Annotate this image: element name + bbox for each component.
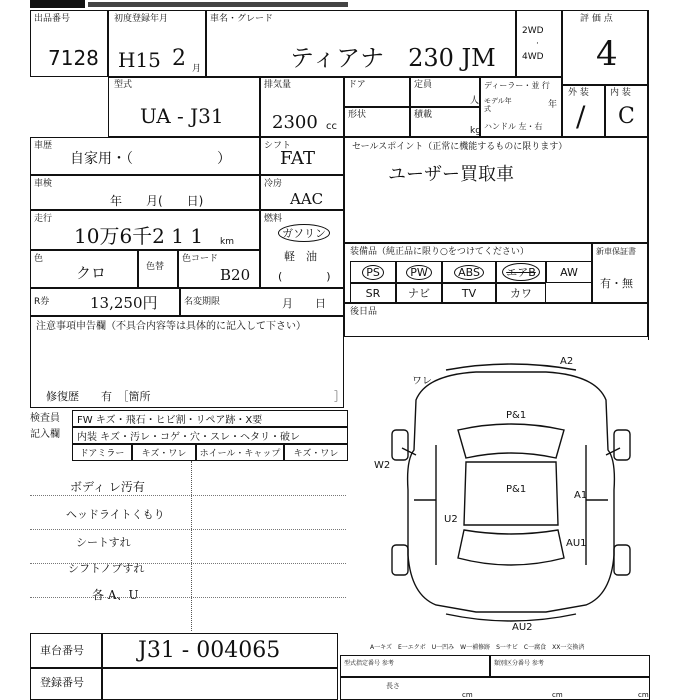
size-unit-1: cm [462,691,473,699]
interior-grade-label: 内 装 [610,88,631,98]
repair-history: 修復歴 有 ［箇所 [46,390,151,403]
displacement-label: 排気量 [264,80,292,90]
ac-value: AAC [290,190,324,208]
mark-p1-front: P&1 [506,410,527,421]
windshield [458,424,564,458]
after-items-label: 後日品 [350,307,378,317]
door-label: ドア [348,80,366,90]
grade-value: 4 [596,34,618,74]
equip-navi: ナビ [396,283,442,303]
interior-grade-value: C [618,104,635,129]
inspection-label: 車検 [34,179,53,189]
dealer-label: ディーラー・並 行 [484,81,550,90]
top-border-line [88,2,348,7]
usage-value: 自家用・（ ） [70,151,231,167]
mileage-unit: km [220,237,234,247]
lot-number-value: 7128 [48,46,99,70]
fuel-label: 燃料 [264,214,283,224]
first-registration-era: H15 [118,48,161,72]
reg-value-cell [102,668,338,700]
warranty-label: 新車保証書 [596,247,636,256]
ac-label: 冷房 [264,179,283,189]
name-change-value: 月 日 [282,297,326,310]
equip-aw: AW [546,261,592,283]
notes-label: 注意事項申告欄（不具合内容等は具体的に記入して下さい） [36,321,306,332]
color-value: クロ [76,264,107,282]
remark-5: 各 A、U [92,588,139,602]
handle-label: ハンドル 左・右 [484,122,543,131]
inspector-label-1: 検査員 [30,413,60,424]
wheel-front-left [392,430,408,460]
mark-w2: W2 [374,460,391,471]
remark-4: シフトノブすれ [68,562,145,575]
sales-point-value: ユーザー買取車 [388,164,514,185]
wheel-rear-left [392,545,408,575]
color-code-value: B20 [220,266,251,284]
mark-a2: A2 [560,356,574,367]
equipment-label: 装備品（純正品に限り○をつけてください） [350,247,529,257]
equip-abs: ABS [442,261,496,283]
displacement-unit: cc [326,121,337,132]
inspector-label-2: 記入欄 [30,429,60,440]
month-unit: 月 [192,64,202,74]
size-label: 長さ [386,682,400,690]
fuel-other: ( ) [278,270,331,283]
remark-1: ボディ レ汚有 [70,480,145,494]
chassis-label: 車台番号 [40,644,84,657]
name-change-label: 名変期限 [184,297,221,307]
lot-number-label: 出品番号 [34,14,71,24]
front-bumper [446,364,576,370]
equip-pw: PW [396,261,442,283]
displacement-value: 2300 [272,112,318,133]
equip-airbag: エアB [496,261,546,283]
fuel-diesel: 軽 油 [284,250,317,263]
size-unit-2: cm [552,691,563,699]
mark-ware: ワレ [412,376,432,387]
drive-separator: · [536,39,539,49]
rear-window [458,530,564,565]
mirror-row: ドアミラー [72,444,132,461]
color-change-label: 色替 [146,262,165,272]
mirror-detail: キズ・ワレ [132,444,196,461]
recycle-value: 13,250円 [90,294,158,312]
mileage-value: 10万6千2 1 1 [74,224,204,248]
drive-2wd: 2WD [522,26,544,36]
mileage-label: 走行 [34,214,53,224]
recycle-label: R券 [34,297,50,307]
drive-4wd: 4WD [522,52,544,62]
mark-au1: AU1 [566,538,587,549]
interior-row: 内装 キズ・汚レ・コゲ・穴・スレ・ヘタリ・破レ [72,427,348,444]
grade-label: 評 価 点 [580,14,613,24]
mark-p1-roof: P&1 [506,484,527,495]
sales-point-label: セールスポイント（正常に機能するものに限ります） [352,142,568,152]
wheel-detail: キズ・ワレ [284,444,348,461]
equip-leather: カワ [496,283,546,303]
wheel-rear-right [614,545,630,575]
usage-label: 車歴 [34,141,53,151]
shape-label: 形状 [348,110,367,120]
type-value: UA - J31 [140,104,224,128]
mark-u2: U2 [444,514,458,525]
after-items-cell [344,303,648,337]
capacity-unit: 人 [470,96,480,106]
load-label: 積載 [414,110,433,120]
warranty-value: 有・無 [600,277,633,290]
right-margin-line [648,10,649,340]
color-label: 色 [34,254,44,264]
shift-value: FAT [280,148,315,169]
mark-a1: A1 [574,490,588,501]
equip-sr: SR [350,283,396,303]
wheel-front-right [614,430,630,460]
exterior-grade-value: / [576,100,586,133]
top-black-tab [30,0,85,8]
model-label: 車名・グレード [210,14,274,24]
equip-tv: TV [442,283,496,303]
car-damage-diagram [346,340,676,640]
model-name: ティアナ 230 JM [290,44,496,72]
sales-point-cell [344,137,648,243]
repair-history-close: ］ [334,390,345,403]
equip-ps: PS [350,261,396,283]
reg-label: 登録番号 [40,676,84,689]
chassis-value: J31 - 004065 [138,638,281,663]
wheel-row: ホイール・キャップ [196,444,284,461]
mark-au2: AU2 [512,622,533,633]
first-registration-label: 初度登録年月 [114,14,169,24]
rear-bumper [446,614,576,621]
exterior-grade-label: 外 装 [568,88,589,98]
remark-2: ヘッドライトくもり [66,508,165,521]
cert-label: 型式指定番号 参考 [344,660,394,667]
inspection-value: 年 月( 日) [110,194,204,208]
shift-label: シフト [264,141,292,151]
fw-row: FW キズ・飛石・ヒビ割・リペア跡・X要 [72,410,348,427]
remark-3: シートすれ [76,536,131,549]
class-label: 類別区分番号 参考 [494,660,544,667]
size-unit-3: cm [638,691,649,699]
fuel-gasoline: ガソリン [278,224,330,242]
type-label: 型式 [114,80,133,90]
drive-cell [516,10,562,77]
capacity-label: 定員 [414,80,433,90]
load-unit: kg [470,126,481,136]
model-year-label: モデル年式 [484,97,512,113]
damage-legend: A一キズ E一エクボ U一凹み W一補修跡 S一サビ C一腐食 XX一交換済 [370,644,585,651]
color-code-label: 色コード [182,254,219,264]
model-year-unit: 年 [548,100,558,110]
first-registration-month: 2 [172,46,186,71]
